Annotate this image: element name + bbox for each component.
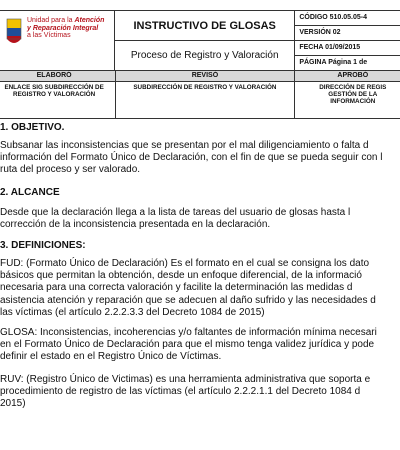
logo-cell [0,11,115,71]
definition-glosa: GLOSA: Inconsistencias, incoherencias y/o faltantes de información mínima necesari en el Formato Único de Declaración para que el mismo tenga validez jurídica y pode definir el estado en el Registro Único de Víctimas. [0,327,377,363]
definition-ruv: RUV: (Registro Único de Victimas) es una herramienta administrativa que soporta e procedimiento de registro de las víctimas (el artículo 2.2.2.1.1 del Decreto 1084 d 2015) [0,374,371,410]
colombia-shield-icon [5,17,23,47]
definition-fud: FUD: (Formato Único de Declaración) Es el formato en el cual se consigna los dato básicos que permitan la obtención, desde un enfoque diferencial, de la informació necesaria para una correcta valoración y facilite la determinación las medidas d asistencia atención y reparación que se adecuen al daño sufrido y las necesidades d las víctimas (el artículo 2.2.2.3.3 del Decreto 1084 de 2015) [0,258,376,318]
aprobo-value: DIRECCIÓN DE REGIS GESTIÓN DE LA INFORMACIÓN [294,82,400,119]
metadata-cell [295,11,400,71]
section-definiciones-title: 3. DEFINICIONES: [0,240,86,251]
document-page: PÁGINA Página 1 de [299,59,368,66]
title-cell [115,11,295,71]
reviso-value: SUBDIRECCIÓN DE REGISTRO Y VALORACIÓN [116,82,294,119]
section-objetivo-text: Subsanar las inconsistencias que se presentan por el mal diligenciamiento o falta d información del Formato Único de Declaración, con el fin de que se pueda seguir con l ruta del proceso y ser valorado. [0,140,383,176]
elaboro-value: ENLACE SIG SUBDIRECCIÓN DE REGISTRO Y VALORACIÓN [0,82,116,119]
organization-logo [5,17,104,47]
section-alcance-text: Desde que la declaración llega a la lista de tareas del usuario de glosas hasta l corrección de la inconsistencia presentada en la declaración. [0,207,351,231]
document-code: CÓDIGO 510.05.05-4 [295,11,400,26]
approval-table [0,70,400,119]
logo-wordmark: Unidad para la Atención y Reparación Integral a las Víctimas [27,17,105,39]
elaboro-header: ELABORÓ [0,71,116,82]
document-date: FECHA 01/09/2015 [295,41,400,56]
document-version: VERSIÓN 02 [295,26,400,41]
aprobo-header: APROBÓ [294,71,400,82]
document-subtitle: Proceso de Registro y Valoración [130,49,279,61]
document-header [0,10,400,71]
document-title: INSTRUCTIVO DE GLOSAS [115,12,294,41]
section-alcance-title: 2. ALCANCE [0,187,60,198]
section-objetivo-title: 1. OBJETIVO. [0,122,65,133]
reviso-header: REVISÓ [116,71,294,82]
